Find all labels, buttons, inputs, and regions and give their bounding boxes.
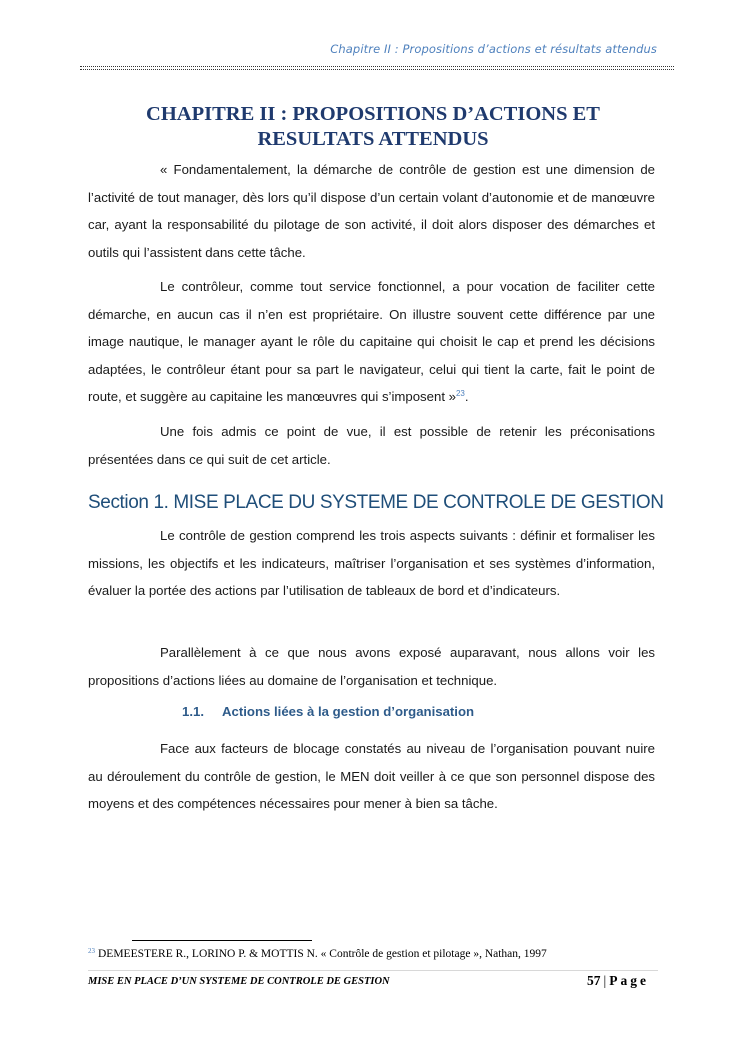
subsection-paragraph-1: Face aux facteurs de blocage constatés au niveau de l’organisation pouvant nuire au déroulement du contrôle de gestion, le MEN doit veiller à ce que son personnel dispose des moyens et des compétences nécessaires pour mener à bien sa tâche.	[88, 741, 655, 811]
subsection-number: 1.1.	[182, 704, 204, 719]
footer-divider	[88, 970, 658, 971]
footnote-divider	[132, 940, 312, 941]
page-number-block	[587, 973, 649, 989]
page-label: Page	[609, 973, 649, 988]
section-paragraph-1: Le contrôle de gestion comprend les trois aspects suivants : définir et formaliser les missions, les objectifs et les indicateurs, maîtriser l’organisation et ses systèmes d’information, évaluer la portée des actions par l’utilisation de tableaux de bord et d’indicateurs.	[88, 528, 655, 598]
footnote-text: DEMEESTERE R., LORINO P. & MOTTIS N. « Contrôle de gestion et pilotage », Nathan, 1997	[98, 948, 547, 960]
footnote-marker: 23	[88, 947, 95, 955]
footnote	[88, 947, 547, 960]
page-number: 57	[587, 973, 601, 988]
page-separator: |	[603, 973, 607, 988]
section-paragraph-2: Parallèlement à ce que nous avons exposé auparavant, nous allons voir les propositions d’actions liées au domaine de l’organisation et technique.	[88, 645, 655, 688]
chapter-title: CHAPITRE II : PROPOSITIONS D’ACTIONS ET RESULTATS ATTENDUS	[146, 103, 600, 150]
intro-paragraph-3: Une fois admis ce point de vue, il est possible de retenir les préconisations présentées dans ce qui suit de cet article.	[88, 424, 655, 467]
footnote-reference[interactable]: 23	[455, 389, 465, 398]
intro-paragraph-2	[88, 273, 655, 411]
running-header: Chapitre II : Propositions d’actions et résultats attendus	[330, 42, 657, 56]
intro-paragraph-1: « Fondamentalement, la démarche de contrôle de gestion est une dimension de l’activité de tout manager, dès lors qu’il dispose d’un certain volant d’autonomie et de manœuvre car, ayant la responsabilité du pilotage de son activité, il doit alors disposer des démarches et outils qui l’assistent dans cette tâche.	[88, 162, 655, 260]
header-divider	[80, 66, 674, 70]
section-title: Section 1. MISE PLACE DU SYSTEME DE CONTROLE DE GESTION	[88, 492, 664, 513]
subsection-title: Actions liées à la gestion d’organisation	[222, 704, 475, 719]
intro-paragraph-2-end: .	[464, 389, 469, 404]
subsection-heading	[182, 704, 474, 719]
footer-document-title: MISE EN PLACE D’UN SYSTEME DE CONTROLE DE GESTION	[88, 976, 390, 987]
intro-paragraph-2-text: Le contrôleur, comme tout service fonctionnel, a pour vocation de faciliter cette démarche, en aucun cas il n’en est propriétaire. On illustre souvent cette différence par une image nautique, le manager ayant le rôle du capitaine qui choisit le cap et prend les décisions adaptées, le contrôleur étant pour sa part le navigateur, celui qui tient la carte, fait le point de route, et suggère au capitaine les manœuvres qui s’imposent »	[88, 279, 655, 404]
